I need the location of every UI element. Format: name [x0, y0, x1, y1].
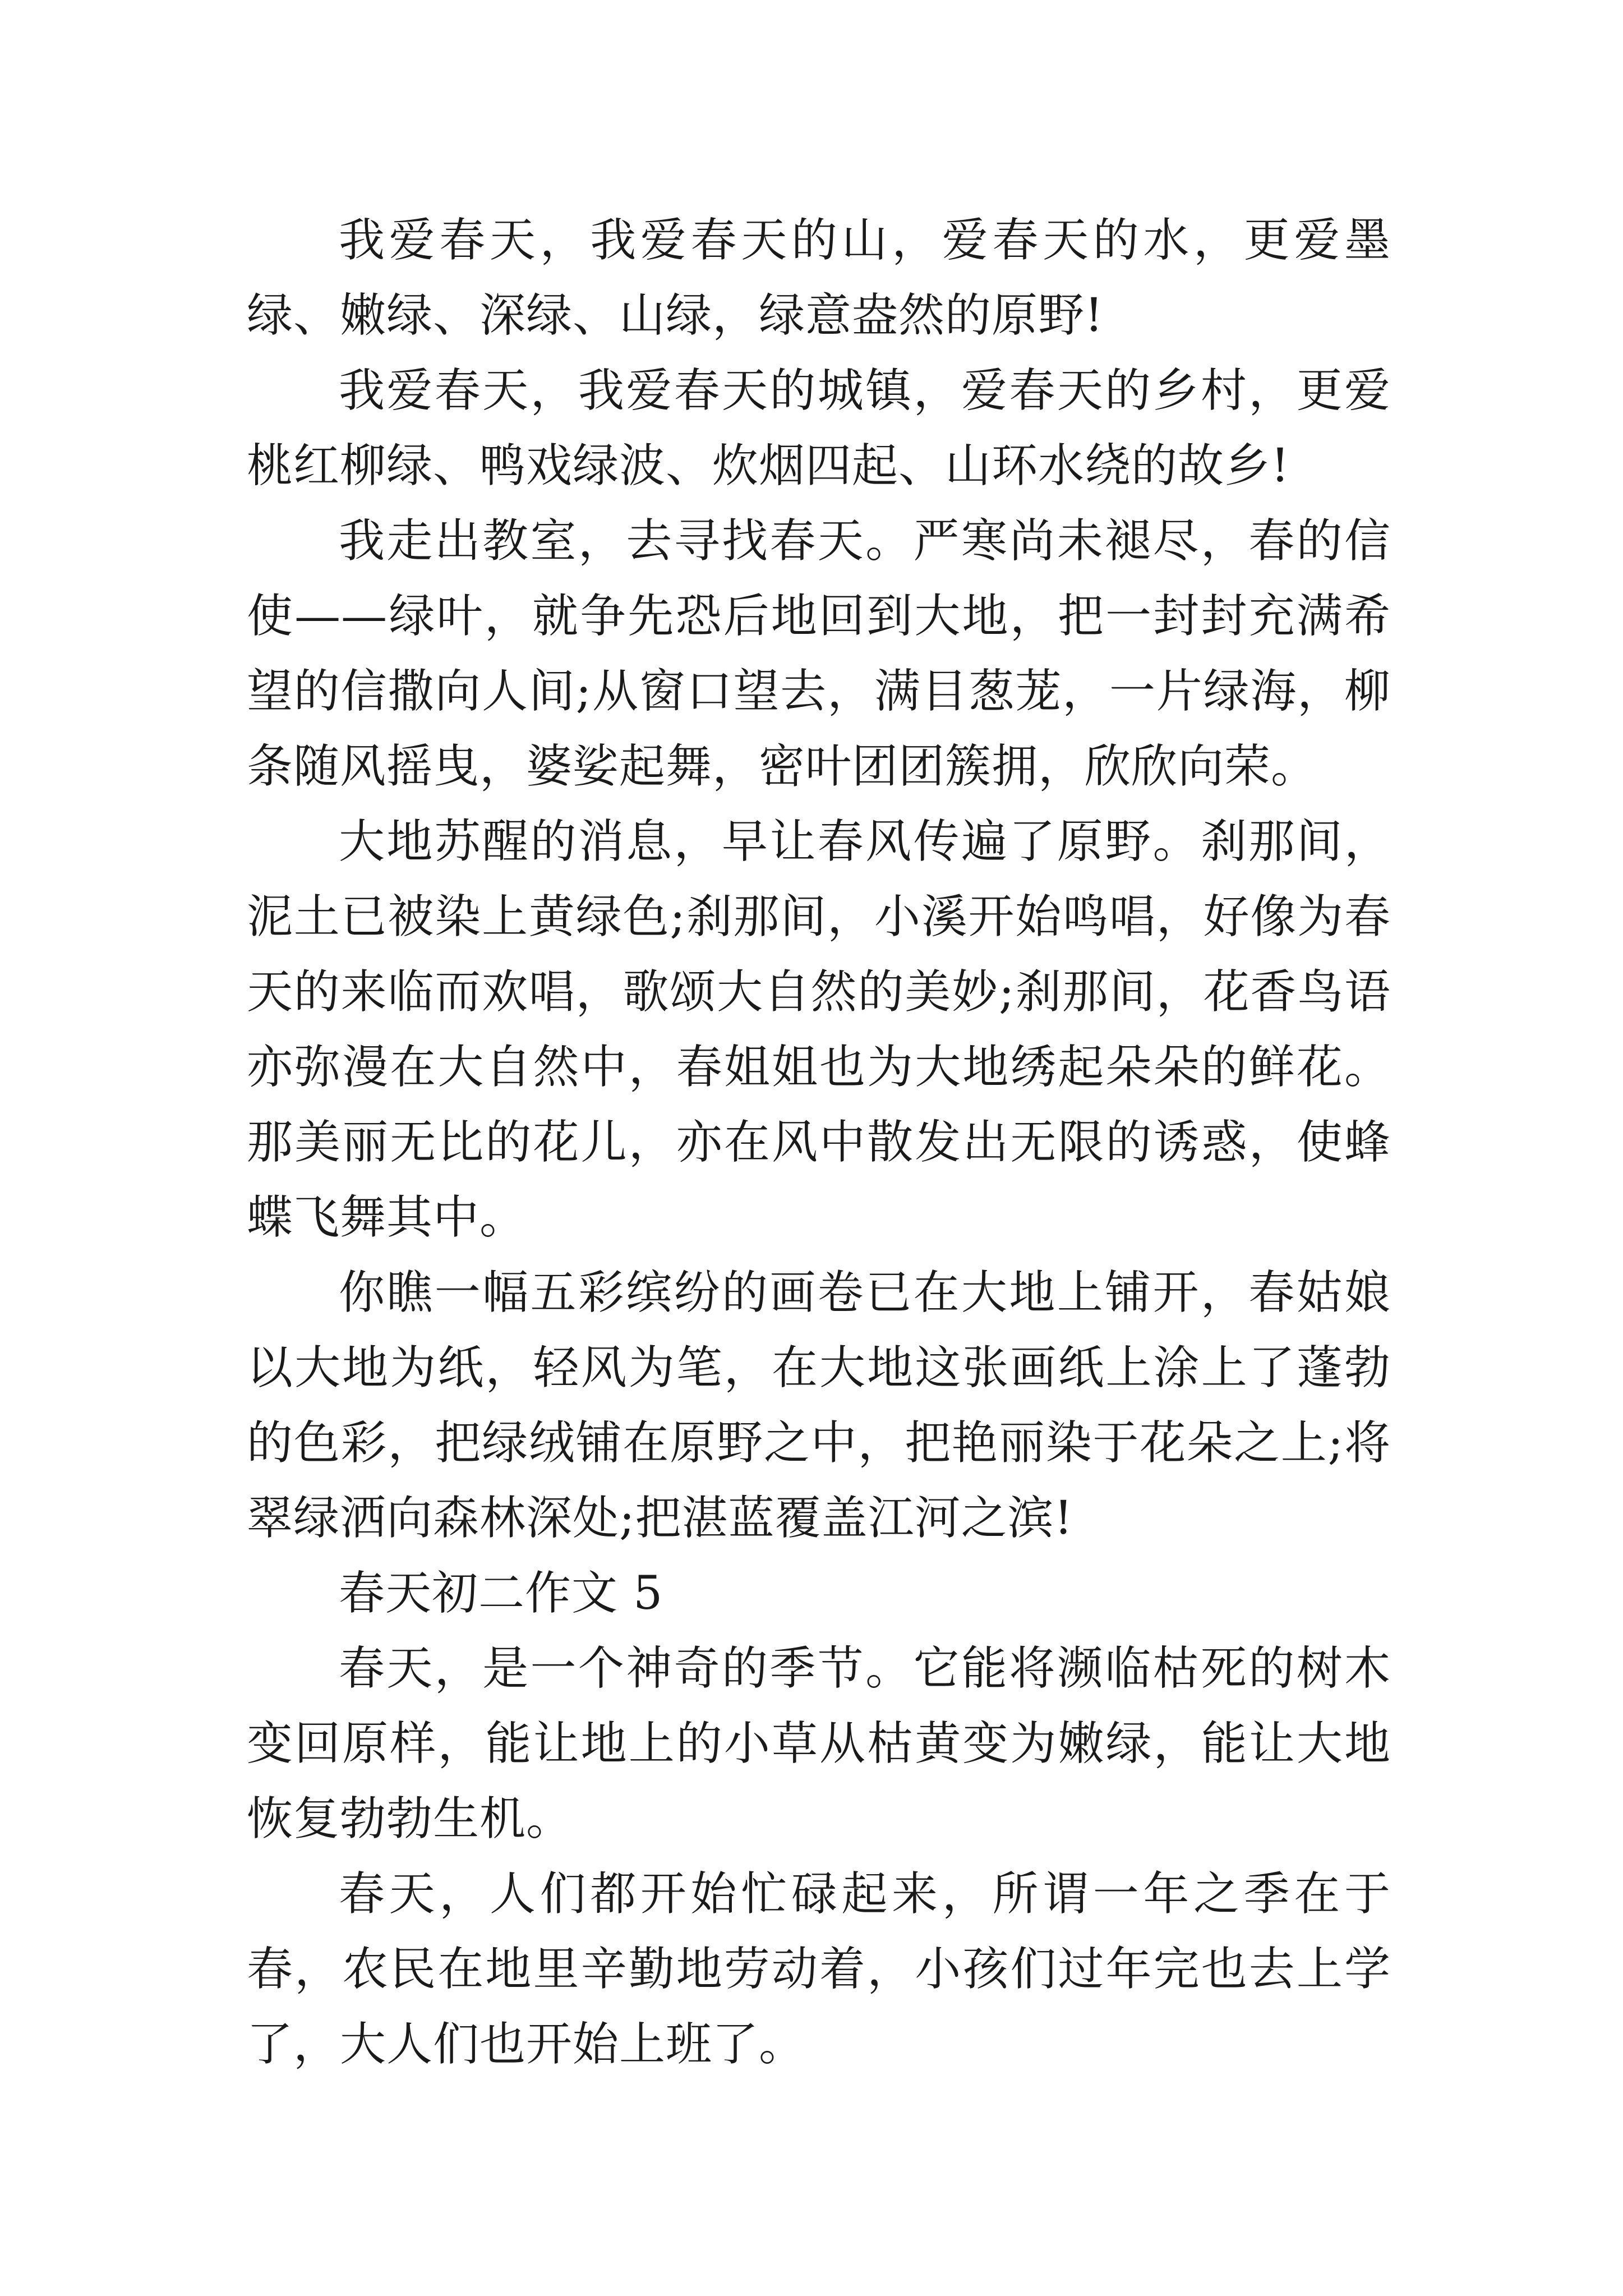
paragraph: 我走出教室，去寻找春天。严寒尚未褪尽，春的信使——绿叶，就争先恐后地回到大地，把一封封充满希望的信撒向人间;从窗口望去，满目葱茏，一片绿海，柳条随风摇曳，婆娑起舞，密叶团团簇拥，欣欣向荣。: [247, 514, 1391, 793]
paragraph: 我爱春天，我爱春天的山，爱春天的水，更爱墨绿、嫩绿、深绿、山绿，绿意盎然的原野!: [247, 214, 1391, 342]
section-heading: 春天初二作文 5: [339, 1567, 663, 1620]
paragraph: 春天，是一个神奇的季节。它能将濒临枯死的树木变回原样，能让地上的小草从枯黄变为嫩绿，能让大地恢复勃勃生机。: [247, 1642, 1391, 1846]
paragraph: 我爱春天，我爱春天的城镇，爱春天的乡村，更爱桃红柳绿、鸭戏绿波、炊烟四起、山环水绕的故乡!: [247, 364, 1391, 493]
paragraph: 你瞧一幅五彩缤纷的画卷已在大地上铺开，春姑娘以大地为纸，轻风为笔，在大地这张画纸上涂上了蓬勃的色彩，把绿绒铺在原野之中，把艳丽染于花朵之上;将翠绿洒向森林深处;把湛蓝覆盖江河之滨!: [247, 1266, 1391, 1545]
paragraph: 春天，人们都开始忙碌起来，所谓一年之季在于春，农民在地里辛勤地劳动着，小孩们过年完也去上学了，大人们也开始上班了。: [247, 1867, 1391, 2071]
paragraph: 大地苏醒的消息，早让春风传遍了原野。刹那间，泥土已被染上黄绿色;刹那间，小溪开始鸣唱，好像为春天的来临而欢唱，歌颂大自然的美妙;刹那间，花香鸟语亦弥漫在大自然中，春姐姐也为大地绣起朵朵的鲜花。那美丽无比的花儿，亦在风中散发出无限的诱惑，使蜂蝶飞舞其中。: [247, 815, 1391, 1244]
document-body: [247, 203, 1391, 2082]
